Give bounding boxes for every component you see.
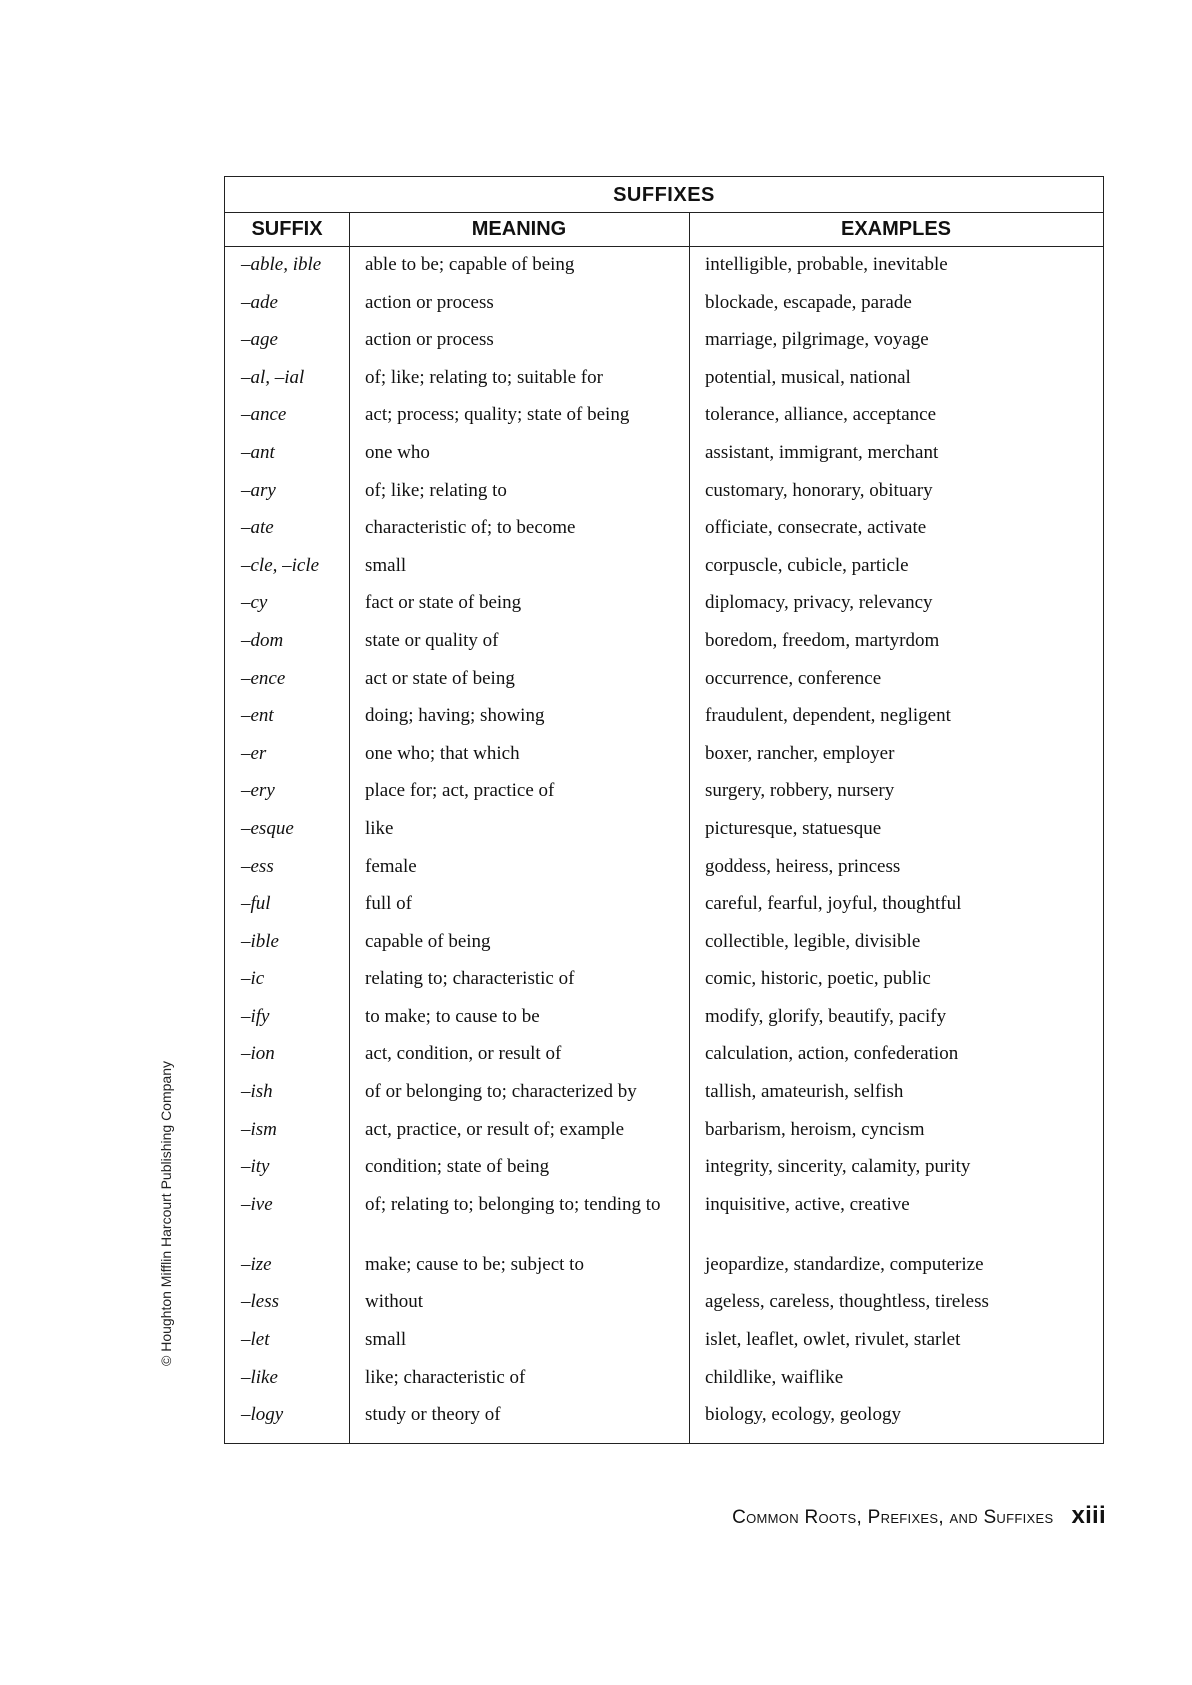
examples-cell: tallish, amateurish, selfish: [705, 1081, 904, 1103]
suffix-cell: –al, –ial: [241, 366, 305, 388]
meaning-cell: condition; state of being: [365, 1156, 550, 1178]
page-footer: [732, 1502, 1106, 1530]
examples-cell: corpuscle, cubicle, particle: [705, 554, 909, 576]
suffix-cell: –er: [241, 742, 267, 764]
meaning-cell: act, practice, or result of; example: [365, 1118, 625, 1140]
table-row: [225, 1036, 1103, 1074]
examples-cell: intelligible, probable, inevitable: [705, 254, 948, 275]
suffix-cell: –able, ible: [241, 254, 322, 275]
suffix-cell: –esque: [241, 817, 294, 839]
table-row: [225, 1360, 1103, 1398]
meaning-cell: one who: [365, 441, 430, 463]
table-row: [225, 322, 1103, 360]
examples-cell: boxer, rancher, employer: [705, 742, 895, 764]
meaning-cell: able to be; capable of being: [365, 254, 575, 275]
table-row: [225, 435, 1103, 473]
examples-cell: blockade, escapade, parade: [705, 291, 912, 313]
table-row: [225, 247, 1103, 285]
meaning-cell: female: [365, 855, 417, 877]
meaning-cell: capable of being: [365, 930, 491, 952]
table-row: [225, 698, 1103, 736]
meaning-cell: of; like; relating to; suitable for: [365, 366, 603, 388]
examples-cell: calculation, action, confederation: [705, 1043, 959, 1065]
table-row: [225, 548, 1103, 586]
suffix-cell: –ful: [241, 893, 271, 915]
examples-cell: integrity, sincerity, calamity, purity: [705, 1156, 971, 1178]
suffix-cell: –ate: [241, 517, 274, 539]
meaning-cell: study or theory of: [365, 1404, 501, 1426]
suffix-cell: –ic: [241, 968, 265, 990]
examples-cell: customary, honorary, obituary: [705, 479, 933, 501]
table-row: [225, 473, 1103, 511]
examples-cell: barbarism, heroism, cyncism: [705, 1118, 925, 1140]
suffix-cell: –cle, –icle: [241, 554, 320, 576]
meaning-cell: one who; that which: [365, 742, 520, 764]
suffix-cell: –ion: [241, 1043, 275, 1065]
suffix-cell: –less: [241, 1291, 279, 1313]
suffix-cell: –ary: [241, 479, 276, 501]
suffix-cell: –ize: [241, 1253, 272, 1275]
meaning-cell: small: [365, 1329, 407, 1351]
copyright-credit: © Houghton Mifflin Harcourt Publishing Company: [158, 1061, 174, 1366]
suffix-cell: –logy: [241, 1404, 284, 1426]
examples-cell: boredom, freedom, martyrdom: [705, 629, 940, 651]
table-body: [225, 247, 1103, 1435]
examples-cell: diplomacy, privacy, relevancy: [705, 592, 933, 614]
suffix-cell: –let: [241, 1329, 270, 1351]
table-row: [225, 961, 1103, 999]
meaning-cell: make; cause to be; subject to: [365, 1253, 584, 1275]
table-row: [225, 1112, 1103, 1150]
table-title: SUFFIXES: [225, 177, 1103, 213]
meaning-cell: fact or state of being: [365, 592, 522, 614]
table-row: [225, 999, 1103, 1037]
examples-cell: ageless, careless, thoughtless, tireless: [705, 1291, 989, 1313]
table-row: [225, 924, 1103, 962]
examples-cell: tolerance, alliance, acceptance: [705, 404, 936, 426]
table-header-row: [225, 213, 1103, 247]
suffixes-table: [224, 176, 1104, 1444]
table-row: [225, 510, 1103, 548]
meaning-cell: act or state of being: [365, 667, 515, 689]
examples-cell: fraudulent, dependent, negligent: [705, 705, 951, 727]
examples-cell: childlike, waiflike: [705, 1366, 844, 1388]
examples-cell: biology, ecology, geology: [705, 1404, 901, 1426]
meaning-cell: action or process: [365, 329, 494, 351]
table-row: [225, 585, 1103, 623]
examples-cell: assistant, immigrant, merchant: [705, 441, 939, 463]
examples-cell: collectible, legible, divisible: [705, 930, 921, 952]
table-row: [225, 811, 1103, 849]
examples-cell: marriage, pilgrimage, voyage: [705, 329, 929, 351]
meaning-cell: to make; to cause to be: [365, 1005, 540, 1027]
examples-cell: officiate, consecrate, activate: [705, 517, 927, 539]
table-row: [225, 397, 1103, 435]
suffix-cell: –ible: [241, 930, 279, 952]
suffix-cell: –ant: [241, 441, 275, 463]
suffix-cell: –ism: [241, 1118, 277, 1140]
table-row: [225, 1247, 1103, 1285]
meaning-cell: full of: [365, 893, 412, 915]
suffix-cell: –ery: [241, 780, 275, 802]
table-row: [225, 285, 1103, 323]
table-row: [225, 886, 1103, 924]
table-row: [225, 849, 1103, 887]
header-meaning: MEANING: [471, 218, 567, 240]
header-examples: EXAMPLES: [840, 218, 952, 240]
table-row: [225, 623, 1103, 661]
table-row: [225, 736, 1103, 774]
table-row: [225, 1074, 1103, 1112]
suffix-cell: –cy: [241, 592, 268, 614]
suffix-cell: –ade: [241, 291, 278, 313]
table-row: [225, 1397, 1103, 1435]
meaning-cell: without: [365, 1291, 424, 1313]
table-row: [225, 1284, 1103, 1322]
suffix-cell: –ive: [241, 1193, 273, 1215]
suffix-cell: –ish: [241, 1081, 273, 1103]
table-row: [225, 1187, 1103, 1247]
examples-cell: comic, historic, poetic, public: [705, 968, 931, 990]
table-row: [225, 773, 1103, 811]
table-row: [225, 360, 1103, 398]
meaning-cell: action or process: [365, 291, 494, 313]
examples-cell: picturesque, statuesque: [705, 817, 882, 839]
suffix-cell: –ess: [241, 855, 274, 877]
suffix-cell: –ance: [241, 404, 287, 426]
examples-cell: potential, musical, national: [705, 366, 911, 388]
table-row: [225, 1322, 1103, 1360]
page-number: xiii: [1071, 1502, 1106, 1529]
meaning-cell: state or quality of: [365, 629, 499, 651]
meaning-cell: like; characteristic of: [365, 1366, 526, 1388]
suffix-cell: –ify: [241, 1005, 270, 1027]
meaning-cell: act, condition, or result of: [365, 1043, 562, 1065]
footer-title: Common Roots, Prefixes, and Suffixes: [732, 1507, 1054, 1528]
examples-cell: modify, glorify, beautify, pacify: [705, 1005, 947, 1027]
examples-cell: careful, fearful, joyful, thoughtful: [705, 893, 962, 915]
meaning-cell: place for; act, practice of: [365, 780, 555, 802]
examples-cell: islet, leaflet, owlet, rivulet, starlet: [705, 1329, 961, 1351]
suffix-cell: –ity: [241, 1156, 270, 1178]
meaning-cell: doing; having; showing: [365, 705, 545, 727]
meaning-cell: like: [365, 817, 394, 839]
suffix-cell: –ent: [241, 705, 274, 727]
suffix-cell: –ence: [241, 667, 286, 689]
meaning-cell: of; like; relating to: [365, 479, 507, 501]
meaning-cell: of; relating to; belonging to; tending to: [365, 1193, 661, 1215]
examples-cell: occurrence, conference: [705, 667, 882, 689]
meaning-cell: characteristic of; to become: [365, 517, 576, 539]
meaning-cell: small: [365, 554, 407, 576]
suffix-cell: –like: [241, 1366, 278, 1388]
header-suffix: SUFFIX: [251, 218, 323, 240]
meaning-cell: relating to; characteristic of: [365, 968, 575, 990]
meaning-cell: act; process; quality; state of being: [365, 404, 630, 426]
table-row: [225, 661, 1103, 699]
suffix-cell: –dom: [241, 629, 284, 651]
examples-cell: surgery, robbery, nursery: [705, 780, 895, 802]
examples-cell: inquisitive, active, creative: [705, 1193, 910, 1215]
table-row: [225, 1149, 1103, 1187]
examples-cell: goddess, heiress, princess: [705, 855, 901, 877]
suffix-cell: –age: [241, 329, 278, 351]
meaning-cell: of or belonging to; characterized by: [365, 1081, 637, 1103]
examples-cell: jeopardize, standardize, computerize: [705, 1253, 984, 1275]
